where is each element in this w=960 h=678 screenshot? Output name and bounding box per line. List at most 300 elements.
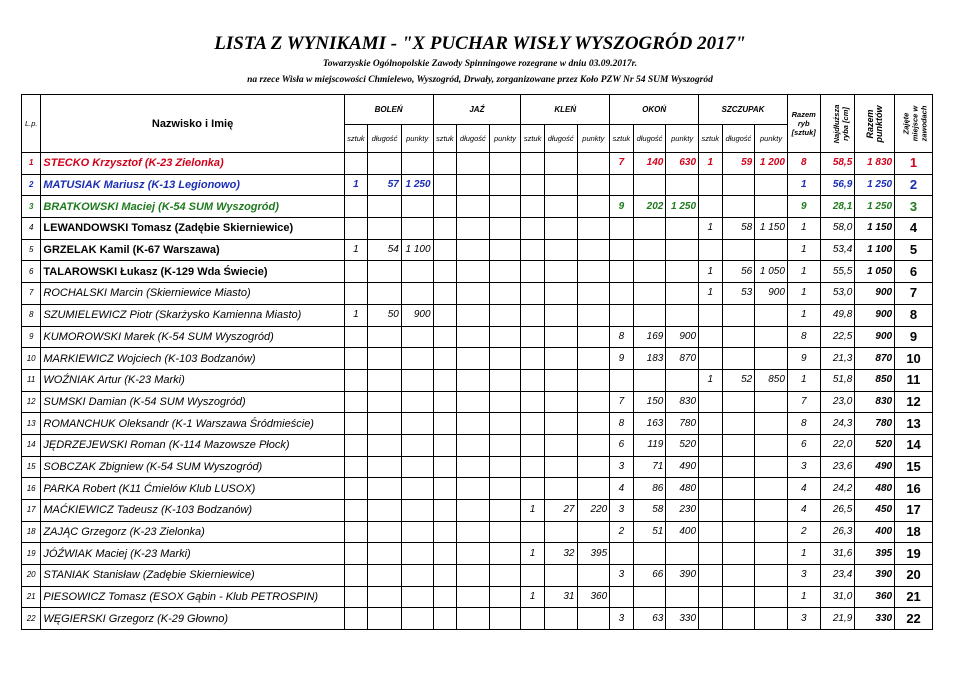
cell-lp: 9 [22, 326, 41, 348]
header-place: Zajęte miejsce w zawodach [895, 95, 933, 153]
cell-jaz-points [489, 565, 521, 587]
cell-okon-points: 870 [666, 348, 699, 370]
cell-jaz-points [489, 608, 521, 630]
table-row [22, 543, 933, 565]
cell-jaz-count [433, 326, 456, 348]
cell-bolen-count [344, 565, 367, 587]
cell-bolen-points [401, 348, 433, 370]
cell-klen-count [521, 153, 544, 175]
cell-bolen-points [401, 326, 433, 348]
cell-klen-length [544, 434, 577, 456]
subtitle-location: na rzece Wisła w miejscowości Chmielewo, Wyszogród, Drwały, zorganizowane przez Koło PZW Nr 54 SUM Wyszogród [247, 75, 713, 85]
cell-klen-count [521, 218, 544, 240]
cell-largest-fish: 28,1 [820, 196, 855, 218]
cell-name: BRATKOWSKI Maciej (K-54 SUM Wyszogród) [41, 196, 344, 218]
cell-total-points: 1 150 [855, 218, 895, 240]
cell-name: SUMSKI Damian (K-54 SUM Wyszogród) [41, 391, 344, 413]
header-sub-points: punkty [666, 125, 699, 153]
cell-okon-length: 71 [633, 456, 666, 478]
cell-largest-fish: 58,0 [820, 218, 855, 240]
cell-szczupak-count: 1 [699, 261, 722, 283]
cell-bolen-points: 900 [401, 304, 433, 326]
cell-jaz-points [489, 326, 521, 348]
cell-bolen-length [368, 348, 402, 370]
cell-szczupak-count [699, 500, 722, 522]
table-row [22, 369, 933, 391]
cell-jaz-count [433, 304, 456, 326]
cell-bolen-length [368, 153, 402, 175]
cell-jaz-points [489, 283, 521, 305]
cell-largest-fish: 23,4 [820, 565, 855, 587]
cell-szczupak-length [722, 565, 755, 587]
cell-lp: 15 [22, 456, 41, 478]
cell-total-fish: 9 [787, 196, 820, 218]
cell-total-fish: 1 [787, 239, 820, 261]
cell-bolen-points [401, 608, 433, 630]
cell-klen-length: 32 [544, 543, 577, 565]
cell-jaz-points [489, 456, 521, 478]
cell-szczupak-length [722, 521, 755, 543]
cell-klen-count [521, 326, 544, 348]
cell-bolen-count: 1 [344, 239, 367, 261]
cell-jaz-length [457, 348, 490, 370]
cell-lp: 13 [22, 413, 41, 435]
cell-jaz-count [433, 261, 456, 283]
table-row [22, 261, 933, 283]
cell-total-points: 900 [855, 326, 895, 348]
cell-jaz-length [457, 239, 490, 261]
cell-jaz-length [457, 326, 490, 348]
cell-jaz-count [433, 434, 456, 456]
cell-total-fish: 3 [787, 565, 820, 587]
cell-place: 22 [895, 608, 933, 630]
cell-klen-points [577, 608, 610, 630]
cell-klen-count [521, 261, 544, 283]
cell-bolen-length [368, 434, 402, 456]
cell-okon-points [666, 174, 699, 196]
cell-largest-fish: 23,6 [820, 456, 855, 478]
cell-jaz-count [433, 218, 456, 240]
table-row [22, 283, 933, 305]
header-row-species [22, 95, 933, 125]
cell-jaz-length [457, 153, 490, 175]
cell-okon-count: 3 [610, 456, 633, 478]
cell-jaz-length [457, 196, 490, 218]
cell-klen-count [521, 434, 544, 456]
cell-bolen-length [368, 565, 402, 587]
cell-jaz-points [489, 500, 521, 522]
cell-okon-points [666, 369, 699, 391]
cell-szczupak-length [722, 434, 755, 456]
cell-okon-count: 3 [610, 500, 633, 522]
cell-total-points: 520 [855, 434, 895, 456]
cell-okon-points: 520 [666, 434, 699, 456]
table-row [22, 174, 933, 196]
table-row [22, 478, 933, 500]
cell-szczupak-points [755, 543, 788, 565]
cell-jaz-count [433, 174, 456, 196]
cell-okon-count: 3 [610, 608, 633, 630]
cell-bolen-count [344, 196, 367, 218]
cell-bolen-length [368, 456, 402, 478]
cell-klen-length [544, 478, 577, 500]
cell-bolen-count [344, 261, 367, 283]
cell-klen-count [521, 608, 544, 630]
cell-lp: 4 [22, 218, 41, 240]
cell-total-points: 1 050 [855, 261, 895, 283]
cell-place: 21 [895, 586, 933, 608]
cell-largest-fish: 55,5 [820, 261, 855, 283]
cell-okon-count: 2 [610, 521, 633, 543]
cell-szczupak-count [699, 348, 722, 370]
cell-okon-length [633, 283, 666, 305]
cell-jaz-count [433, 153, 456, 175]
cell-jaz-points [489, 218, 521, 240]
cell-jaz-points [489, 369, 521, 391]
cell-bolen-length [368, 413, 402, 435]
cell-total-fish: 3 [787, 456, 820, 478]
cell-szczupak-points [755, 434, 788, 456]
cell-bolen-length [368, 218, 402, 240]
cell-lp: 19 [22, 543, 41, 565]
cell-jaz-length [457, 413, 490, 435]
cell-bolen-count [344, 413, 367, 435]
table-row [22, 456, 933, 478]
cell-name: PIESOWICZ Tomasz (ESOX Gąbin - Klub PETROSPIN) [41, 586, 344, 608]
cell-klen-points [577, 391, 610, 413]
table-row [22, 586, 933, 608]
cell-klen-points: 360 [577, 586, 610, 608]
cell-jaz-count [433, 413, 456, 435]
cell-klen-count [521, 348, 544, 370]
cell-bolen-points [401, 153, 433, 175]
table-row [22, 326, 933, 348]
cell-szczupak-count [699, 326, 722, 348]
cell-total-points: 330 [855, 608, 895, 630]
cell-jaz-points [489, 196, 521, 218]
cell-klen-length [544, 174, 577, 196]
cell-okon-length: 51 [633, 521, 666, 543]
cell-szczupak-points [755, 348, 788, 370]
cell-okon-count [610, 586, 633, 608]
cell-place: 11 [895, 369, 933, 391]
cell-okon-count: 7 [610, 391, 633, 413]
cell-klen-points [577, 261, 610, 283]
cell-lp: 14 [22, 434, 41, 456]
cell-okon-length [633, 543, 666, 565]
cell-okon-count: 6 [610, 434, 633, 456]
cell-klen-length [544, 304, 577, 326]
cell-klen-points [577, 456, 610, 478]
cell-bolen-points [401, 283, 433, 305]
cell-klen-points [577, 153, 610, 175]
cell-klen-length: 27 [544, 500, 577, 522]
results-table [21, 94, 933, 630]
cell-klen-length [544, 608, 577, 630]
cell-bolen-length [368, 543, 402, 565]
cell-bolen-count [344, 348, 367, 370]
cell-name: JĘDRZEJEWSKI Roman (K-114 Mazowsze Płock) [41, 434, 344, 456]
cell-szczupak-length: 59 [722, 153, 755, 175]
cell-bolen-count: 1 [344, 304, 367, 326]
header-sub-points: punkty [401, 125, 433, 153]
cell-jaz-points [489, 478, 521, 500]
cell-okon-count [610, 218, 633, 240]
table-row [22, 565, 933, 587]
header-species-bolen: BOLEŃ [344, 95, 433, 125]
cell-szczupak-length [722, 174, 755, 196]
cell-okon-length [633, 218, 666, 240]
header-sub-points: punkty [755, 125, 788, 153]
cell-place: 4 [895, 218, 933, 240]
cell-szczupak-points: 850 [755, 369, 788, 391]
cell-okon-length: 163 [633, 413, 666, 435]
cell-klen-points: 395 [577, 543, 610, 565]
cell-klen-points [577, 521, 610, 543]
cell-total-points: 395 [855, 543, 895, 565]
cell-jaz-count [433, 391, 456, 413]
cell-bolen-points [401, 478, 433, 500]
table-row [22, 348, 933, 370]
cell-klen-length [544, 261, 577, 283]
cell-bolen-count [344, 478, 367, 500]
cell-total-fish: 2 [787, 521, 820, 543]
cell-szczupak-points [755, 239, 788, 261]
cell-lp: 10 [22, 348, 41, 370]
cell-name: ROMANCHUK Oleksandr (K-1 Warszawa Śródmieście) [41, 413, 344, 435]
header-largest-fish: Najdłuższa ryba [cm] [820, 95, 855, 153]
cell-place: 17 [895, 500, 933, 522]
cell-place: 16 [895, 478, 933, 500]
cell-name: ZAJĄC Grzegorz (K-23 Zielonka) [41, 521, 344, 543]
cell-szczupak-count: 1 [699, 218, 722, 240]
cell-total-points: 900 [855, 283, 895, 305]
cell-szczupak-length [722, 608, 755, 630]
cell-klen-length [544, 456, 577, 478]
cell-klen-points [577, 413, 610, 435]
cell-okon-count: 9 [610, 348, 633, 370]
cell-szczupak-count: 1 [699, 153, 722, 175]
cell-szczupak-length [722, 326, 755, 348]
cell-szczupak-points [755, 500, 788, 522]
cell-jaz-length [457, 608, 490, 630]
cell-largest-fish: 21,3 [820, 348, 855, 370]
cell-okon-length [633, 304, 666, 326]
cell-bolen-points [401, 391, 433, 413]
cell-szczupak-points [755, 478, 788, 500]
header-sub-length: długość [457, 125, 490, 153]
cell-total-points: 360 [855, 586, 895, 608]
cell-bolen-length [368, 500, 402, 522]
cell-bolen-points [401, 369, 433, 391]
cell-jaz-length [457, 304, 490, 326]
cell-total-fish: 3 [787, 608, 820, 630]
header-species-jaz: JAŹ [433, 95, 521, 125]
cell-bolen-length [368, 391, 402, 413]
cell-total-points: 450 [855, 500, 895, 522]
cell-klen-length [544, 565, 577, 587]
cell-total-fish: 4 [787, 500, 820, 522]
cell-okon-points: 490 [666, 456, 699, 478]
cell-okon-points [666, 586, 699, 608]
cell-okon-count: 9 [610, 196, 633, 218]
cell-szczupak-points [755, 174, 788, 196]
cell-jaz-points [489, 391, 521, 413]
cell-name: GRZELAK Kamil (K-67 Warszawa) [41, 239, 344, 261]
cell-largest-fish: 51,8 [820, 369, 855, 391]
cell-lp: 22 [22, 608, 41, 630]
cell-okon-count [610, 304, 633, 326]
cell-szczupak-length [722, 543, 755, 565]
cell-okon-length: 119 [633, 434, 666, 456]
table-row [22, 413, 933, 435]
cell-okon-points [666, 304, 699, 326]
cell-bolen-length: 50 [368, 304, 402, 326]
header-sub-length: długość [544, 125, 577, 153]
cell-total-fish: 1 [787, 218, 820, 240]
cell-klen-length [544, 369, 577, 391]
cell-jaz-points [489, 261, 521, 283]
cell-bolen-count [344, 218, 367, 240]
cell-okon-length: 66 [633, 565, 666, 587]
cell-total-fish: 7 [787, 391, 820, 413]
cell-bolen-points [401, 218, 433, 240]
table-row [22, 434, 933, 456]
cell-klen-count [521, 413, 544, 435]
cell-lp: 21 [22, 586, 41, 608]
cell-bolen-count [344, 543, 367, 565]
table-row [22, 304, 933, 326]
cell-szczupak-points [755, 608, 788, 630]
cell-szczupak-count [699, 196, 722, 218]
cell-jaz-points [489, 521, 521, 543]
cell-okon-length [633, 586, 666, 608]
cell-total-points: 390 [855, 565, 895, 587]
cell-bolen-count: 1 [344, 174, 367, 196]
cell-bolen-length: 54 [368, 239, 402, 261]
cell-klen-points [577, 348, 610, 370]
cell-szczupak-length: 58 [722, 218, 755, 240]
table-row [22, 153, 933, 175]
cell-klen-length [544, 218, 577, 240]
cell-szczupak-length: 53 [722, 283, 755, 305]
cell-okon-length [633, 239, 666, 261]
cell-szczupak-count: 1 [699, 369, 722, 391]
cell-bolen-length [368, 608, 402, 630]
cell-okon-length: 202 [633, 196, 666, 218]
cell-szczupak-points [755, 196, 788, 218]
cell-lp: 12 [22, 391, 41, 413]
cell-place: 19 [895, 543, 933, 565]
cell-total-fish: 1 [787, 261, 820, 283]
cell-okon-count: 4 [610, 478, 633, 500]
cell-place: 8 [895, 304, 933, 326]
cell-okon-points: 390 [666, 565, 699, 587]
cell-okon-count: 8 [610, 413, 633, 435]
cell-lp: 17 [22, 500, 41, 522]
cell-jaz-points [489, 543, 521, 565]
cell-name: SZUMIELEWICZ Piotr (Skarżysko Kamienna Miasto) [41, 304, 344, 326]
cell-lp: 20 [22, 565, 41, 587]
cell-jaz-count [433, 500, 456, 522]
cell-total-fish: 1 [787, 369, 820, 391]
cell-okon-count [610, 239, 633, 261]
cell-jaz-count [433, 348, 456, 370]
cell-klen-length [544, 153, 577, 175]
cell-bolen-count [344, 434, 367, 456]
cell-szczupak-points [755, 391, 788, 413]
cell-name: TALAROWSKI Łukasz (K-129 Wda Świecie) [41, 261, 344, 283]
cell-jaz-length [457, 456, 490, 478]
cell-szczupak-count [699, 174, 722, 196]
cell-szczupak-points [755, 456, 788, 478]
cell-okon-length: 140 [633, 153, 666, 175]
cell-okon-length: 63 [633, 608, 666, 630]
header-total-points: Razem punktów [855, 95, 895, 153]
table-row [22, 239, 933, 261]
cell-total-fish: 1 [787, 283, 820, 305]
cell-szczupak-count [699, 413, 722, 435]
cell-largest-fish: 23,0 [820, 391, 855, 413]
cell-szczupak-points: 1 050 [755, 261, 788, 283]
cell-total-points: 1 100 [855, 239, 895, 261]
cell-okon-points [666, 261, 699, 283]
cell-bolen-length [368, 369, 402, 391]
cell-szczupak-length [722, 304, 755, 326]
cell-name: WĘGIERSKI Grzegorz (K-29 Głowno) [41, 608, 344, 630]
cell-bolen-count [344, 369, 367, 391]
cell-jaz-length [457, 261, 490, 283]
cell-lp: 3 [22, 196, 41, 218]
cell-jaz-points [489, 413, 521, 435]
cell-okon-points [666, 239, 699, 261]
cell-klen-length [544, 348, 577, 370]
cell-jaz-length [457, 521, 490, 543]
cell-largest-fish: 21,9 [820, 608, 855, 630]
cell-klen-length [544, 413, 577, 435]
header-sub-count: sztuk [699, 125, 722, 153]
cell-klen-points: 220 [577, 500, 610, 522]
cell-jaz-length [457, 283, 490, 305]
cell-jaz-length [457, 434, 490, 456]
cell-szczupak-length: 56 [722, 261, 755, 283]
cell-klen-points [577, 218, 610, 240]
cell-jaz-count [433, 369, 456, 391]
cell-szczupak-points: 900 [755, 283, 788, 305]
cell-jaz-length [457, 500, 490, 522]
cell-okon-length: 169 [633, 326, 666, 348]
cell-largest-fish: 31,0 [820, 586, 855, 608]
cell-szczupak-length [722, 239, 755, 261]
cell-largest-fish: 26,5 [820, 500, 855, 522]
cell-place: 6 [895, 261, 933, 283]
cell-jaz-count [433, 521, 456, 543]
cell-total-fish: 6 [787, 434, 820, 456]
cell-bolen-count [344, 521, 367, 543]
cell-szczupak-length [722, 586, 755, 608]
cell-jaz-count [433, 283, 456, 305]
cell-jaz-length [457, 391, 490, 413]
cell-lp: 8 [22, 304, 41, 326]
cell-jaz-count [433, 586, 456, 608]
cell-okon-count: 8 [610, 326, 633, 348]
table-row [22, 608, 933, 630]
cell-okon-count [610, 174, 633, 196]
cell-szczupak-count [699, 391, 722, 413]
cell-name: PARKA Robert (K11 Ćmielów Klub LUSOX) [41, 478, 344, 500]
cell-okon-points [666, 543, 699, 565]
cell-klen-count [521, 456, 544, 478]
